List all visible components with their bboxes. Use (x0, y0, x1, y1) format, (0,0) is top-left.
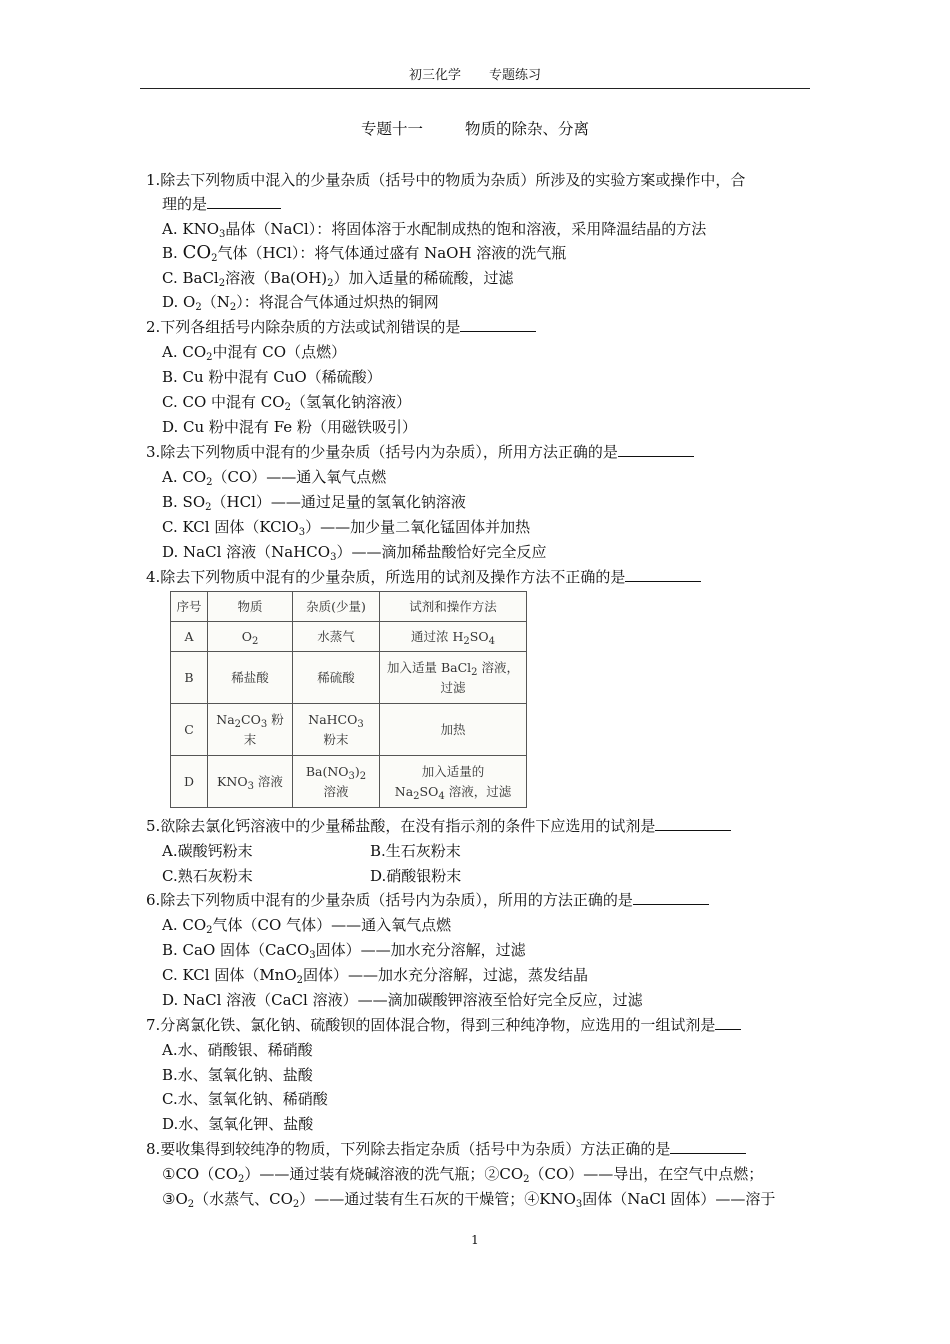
page-number: 1 (471, 1233, 479, 1247)
answer-blank[interactable] (655, 816, 731, 831)
answer-blank[interactable] (715, 1015, 741, 1030)
q1-option-a: A. $KNO_3$晶体（NaCl）：将固体溶于水配制成热的饱和溶液，采用降温结晶的方法 (162, 220, 707, 240)
q6-option-c: C. KCl 固体（MnO$_2$固体）——加水充分溶解，过滤，蒸发结晶 (162, 966, 589, 986)
answer-blank[interactable] (670, 1139, 746, 1154)
q6-option-a: A. $CO_2$气体（CO 气体）——通入氧气点燃 (162, 916, 452, 936)
row-method: 加热 (380, 704, 527, 756)
row-method: 加入适量 BaCl$_2$ 溶液， 过滤 (380, 652, 527, 704)
q3-option-c: C. KCl 固体（KClO$_3$）——加少量二氧化锰固体并加热 (162, 518, 531, 538)
q7-option-a: A.水、硝酸银、稀硝酸 (162, 1041, 313, 1059)
q5-stem: 5.欲除去氯化钙溶液中的少量稀盐酸，在没有指示剂的条件下应选用的试剂是 (146, 816, 731, 836)
row-method: 通过浓 $H_2SO_4$ (380, 622, 527, 652)
q1-option-b: B. $CO_2$气体（HCl）：将气体通过盛有 NaOH 溶液的洗气瓶 (162, 242, 567, 264)
q8-stem: 8.要收集得到较纯净的物质，下列除去指定杂质（括号中为杂质）方法正确的是 (146, 1139, 746, 1159)
page-header (140, 66, 810, 89)
q5-option-b: B.生石灰粉末 (370, 842, 461, 860)
row-method: 加入适量的 $Na_2SO_4$ 溶液，过滤 (380, 756, 527, 808)
header-subject: 初三化学 (408, 68, 461, 83)
q6-option-d: D. NaCl 溶液（CaCl 溶液）——滴加碳酸钾溶液至恰好完全反应，过滤 (162, 991, 643, 1009)
q1-option-d: D. $O_2(N_2)$：将混合气体通过炽热的铜网 (162, 293, 439, 313)
row-id: B (171, 652, 208, 704)
title-topic: 物质的除杂、分离 (465, 120, 590, 138)
q7-option-d: D.水、氢氧化钾、盐酸 (162, 1115, 314, 1133)
row-impurity: $Ba(NO_3)_2$ 溶液 (293, 756, 380, 808)
q5-option-c: C.熟石灰粉末 (162, 867, 253, 885)
q7-stem: 7.分离氯化铁、氯化钠、硫酸钡的固体混合物，得到三种纯净物，应选用的一组试剂是 (146, 1015, 741, 1035)
q8-line-1: $①CO(CO_2)——$通过装有烧碱溶液的洗气瓶；$②CO_2(CO)——$导出，在空气中点燃； (162, 1165, 764, 1185)
q1-stem: 1.除去下列物质中混入的少量杂质（括号中的物质为杂质）所涉及的实验方案或操作中，合 (146, 171, 746, 189)
row-impurity: 稀硫酸 (293, 652, 380, 704)
row-impurity: NaHCO$_3$ 粉末 (293, 704, 380, 756)
q2-stem: 2.下列各组括号内除杂质的方法或试剂错误的是 (146, 317, 536, 337)
table-header-cell: 物质 (208, 592, 293, 622)
q4-stem: 4.除去下列物质中混有的少量杂质，所选用的试剂及操作方法不正确的是 (146, 567, 701, 587)
q2-option-a: A. $CO_2$中混有 CO（点燃） (162, 343, 347, 363)
row-substance: $KNO_3$ 溶液 (208, 756, 293, 808)
q2-option-d: D. Cu 粉中混有 Fe 粉（用磁铁吸引） (162, 418, 417, 436)
answer-blank[interactable] (460, 317, 536, 332)
table-row (171, 652, 527, 704)
answer-blank[interactable] (618, 442, 694, 457)
header-kind: 专题练习 (489, 68, 542, 83)
row-substance: $O_2$ (208, 622, 293, 652)
row-substance: $Na_2CO_3$ 粉末 (208, 704, 293, 756)
q2-option-c: C. CO 中混有 $CO_2$（氢氧化钠溶液） (162, 393, 411, 413)
answer-blank[interactable] (633, 890, 709, 905)
q8-line-2: $③O_2$（水蒸气、$CO_2)——$通过装有生石灰的干燥管；$④KNO_3$固体（NaCl 固体）——溶于 (162, 1190, 776, 1210)
q1-stem-cont: 理的是 (162, 194, 281, 214)
table-header-row (171, 592, 527, 622)
table-header-cell: 试剂和操作方法 (380, 592, 527, 622)
q4-table (170, 591, 527, 808)
q3-option-a: A. $CO_2(CO)——$通入氧气点燃 (162, 468, 387, 488)
title-number: 专题十一 (360, 120, 423, 138)
row-impurity: 水蒸气 (293, 622, 380, 652)
table-header-cell: 杂质(少量) (293, 592, 380, 622)
row-substance: 稀盐酸 (208, 652, 293, 704)
q7-option-c: C.水、氢氧化钠、稀硝酸 (162, 1090, 328, 1108)
q2-option-b: B. Cu 粉中混有 CuO（稀硫酸） (162, 368, 382, 386)
row-id: C (171, 704, 208, 756)
table-header-cell: 序号 (171, 592, 208, 622)
table-row (171, 704, 527, 756)
answer-blank[interactable] (207, 194, 281, 209)
answer-blank[interactable] (625, 567, 701, 582)
q7-option-b: B.水、氢氧化钠、盐酸 (162, 1066, 313, 1084)
row-id: D (171, 756, 208, 808)
table-row (171, 756, 527, 808)
page-title (140, 117, 810, 139)
q5-option-d: D.硝酸银粉末 (370, 867, 462, 885)
q1-option-c: C. BaCl$_2$溶液$(Ba(OH)_2)$加入适量的稀硫酸，过滤 (162, 269, 514, 289)
q5-option-a: A.碳酸钙粉末 (162, 842, 253, 860)
q3-option-d: D. NaCl 溶液（NaHCO$_3$）——滴加稀盐酸恰好完全反应 (162, 543, 547, 563)
q6-option-b: B. CaO 固体（CaCO$_3$固体）——加水充分溶解，过滤 (162, 941, 526, 961)
q3-stem: 3.除去下列物质中混有的少量杂质（括号内为杂质），所用方法正确的是 (146, 442, 694, 462)
table-row (171, 622, 527, 652)
row-id: A (171, 622, 208, 652)
q3-option-b: B. $SO_2(HCl)——$通过足量的氢氧化钠溶液 (162, 493, 466, 513)
q6-stem: 6.除去下列物质中混有的少量杂质（括号内为杂质），所用的方法正确的是 (146, 890, 709, 910)
